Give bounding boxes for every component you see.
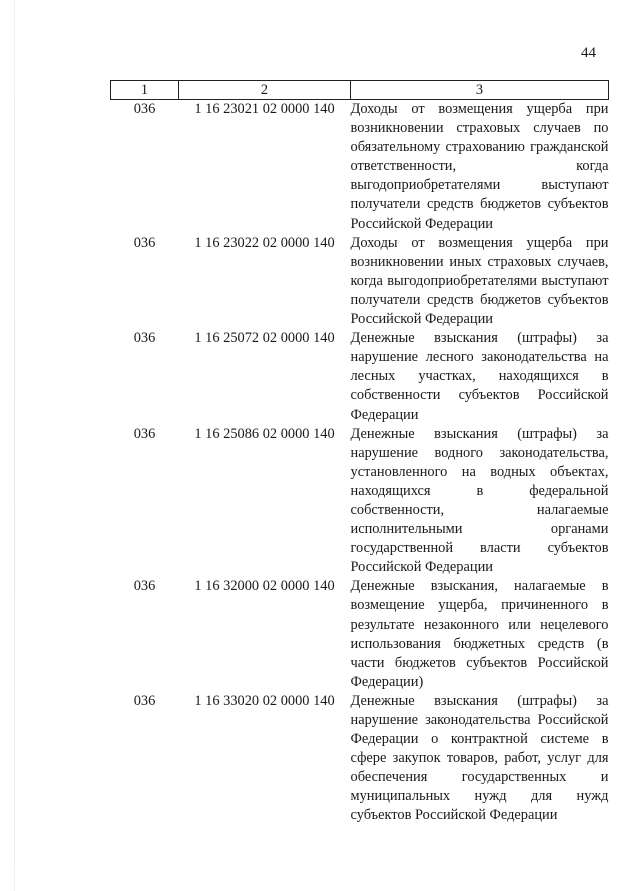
table-row [111,100,609,234]
table-row [111,234,609,329]
budget-codes-table [110,80,609,826]
budget-code-cell: 1 16 23021 02 0000 140 [194,101,335,117]
admin-code-cell: 036 [133,101,156,117]
page-number: 44 [581,45,596,61]
admin-code-cell: 036 [133,578,156,595]
budget-code-cell: 1 16 25086 02 0000 140 [194,425,335,442]
scan-edge-line [14,0,15,891]
description-cell: Доходы от возмещения ущерба при возникновении страховых случаев по обязательному страхованию гражданской ответственности, когда выгодоприобретателями выступают получатели средств бюджетов субъектов Российской Федерации [350,101,609,232]
column-header-1: 1 [111,81,179,100]
admin-code-cell: 036 [133,425,156,442]
budget-code-cell: 1 16 23022 02 0000 140 [194,234,335,251]
description-cell: Денежные взыскания (штрафы) за нарушение лесного законодательства на лесных участках, находящихся в собственности субъектов Российской Федерации [350,330,609,423]
budget-code-cell: 1 16 32000 02 0000 140 [194,578,335,595]
table-row [111,329,609,424]
column-header-3: 3 [351,81,609,100]
description-cell: Доходы от возмещения ущерба при возникновении иных страховых случаев, когда выгодоприобретателями выступают получатели средств бюджетов субъектов Российской Федерации [350,234,609,328]
table-row [111,425,609,578]
table-row [111,577,609,692]
admin-code-cell: 036 [133,234,156,251]
description-cell: Денежные взыскания (штрафы) за нарушение законодательства Российской Федерации о контрактной системе в сфере закупок товаров, работ, услуг для обеспечения государственных и муниципальных нужд для нужд субъектов Российской Федерации [350,692,609,824]
description-cell: Денежные взыскания (штрафы) за нарушение водного законодательства, установленного на водных объектах, находящихся в федеральной собственности, налагаемые исполнительными органами государственной власти субъектов Российской Федерации [350,425,609,576]
admin-code-cell: 036 [133,330,156,347]
budget-code-cell: 1 16 33020 02 0000 140 [194,692,335,709]
table-header-row [111,81,609,100]
description-cell: Денежные взыскания, налагаемые в возмещение ущерба, причиненного в результате незаконного или нецелевого использования бюджетных средств (в части бюджетов субъектов Российской Федерации) [350,578,609,690]
admin-code-cell: 036 [133,692,156,709]
table-row [111,692,609,826]
budget-code-cell: 1 16 25072 02 0000 140 [194,330,335,347]
column-header-2: 2 [179,81,351,100]
